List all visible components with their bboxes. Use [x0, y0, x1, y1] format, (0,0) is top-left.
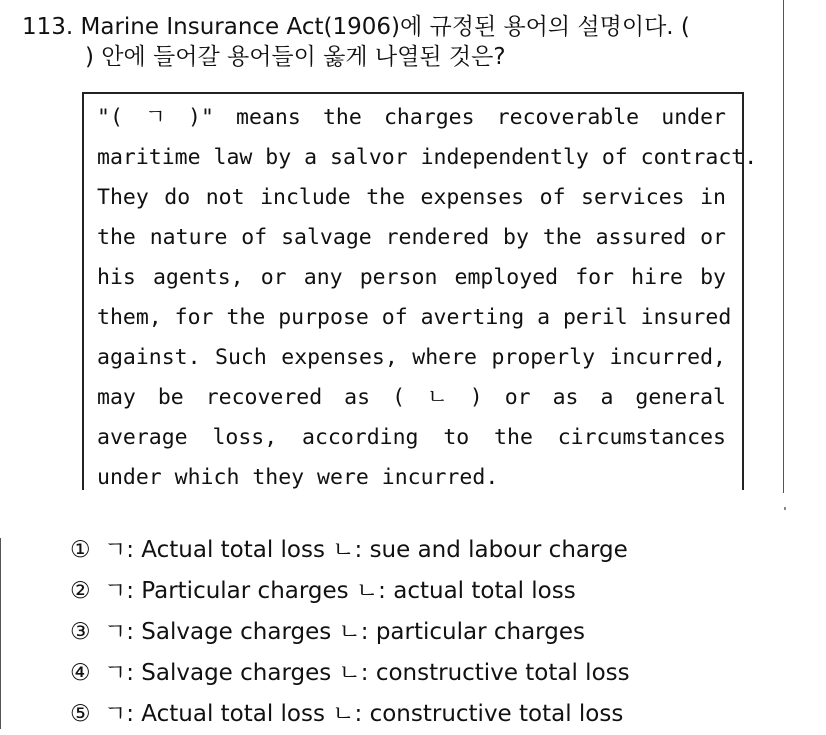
right-margin-rule — [783, 0, 784, 493]
passage-line: average loss, according to the circumstances — [97, 425, 726, 450]
passage-line: them, for the purpose of averting a peril insured — [97, 305, 732, 330]
passage-line: may be recovered as ( ㄴ ) or as a general — [97, 385, 726, 410]
passage-box — [82, 92, 758, 490]
option-number: ② — [70, 578, 91, 604]
answer-option-4[interactable] — [70, 653, 630, 694]
margin-tick-mark — [784, 507, 786, 510]
option-text: ㄱ: Particular charges ㄴ: actual total loss — [104, 578, 576, 604]
passage-line: maritime law by a salvor independently of contract. — [97, 145, 758, 170]
option-number: ④ — [70, 660, 91, 686]
answer-option-1[interactable] — [70, 530, 630, 571]
option-text: ㄱ: Actual total loss ㄴ: sue and labour charge — [104, 537, 628, 563]
answer-option-2[interactable] — [70, 571, 630, 612]
question-stem — [22, 12, 772, 72]
passage-line: under which they were incurred. — [97, 465, 499, 490]
option-text: ㄱ: Salvage charges ㄴ: constructive total loss — [104, 660, 630, 686]
question-line-1: 113. Marine Insurance Act(1906)에 규정된 용어의 설명이다. ( — [22, 14, 690, 40]
answer-option-3[interactable] — [70, 612, 630, 653]
passage-line: against. Such expenses, where properly incurred, — [97, 345, 726, 370]
option-number: ③ — [70, 619, 91, 645]
passage-line: the nature of salvage rendered by the assured or — [97, 225, 726, 250]
option-text: ㄱ: Salvage charges ㄴ: particular charges — [104, 619, 585, 645]
question-line-2: ) 안에 들어갈 용어들이 옳게 나열된 것은? — [85, 44, 506, 70]
option-number: ① — [70, 537, 91, 563]
option-number: ⑤ — [70, 701, 91, 727]
passage-line: They do not include the expenses of services in — [97, 185, 726, 210]
passage-line: "( ㄱ )" means the charges recoverable under — [97, 105, 726, 130]
left-margin-rule — [0, 538, 1, 729]
passage-line: his agents, or any person employed for hire by — [97, 265, 726, 290]
answer-options — [70, 530, 630, 735]
option-text: ㄱ: Actual total loss ㄴ: constructive total loss — [104, 701, 624, 727]
